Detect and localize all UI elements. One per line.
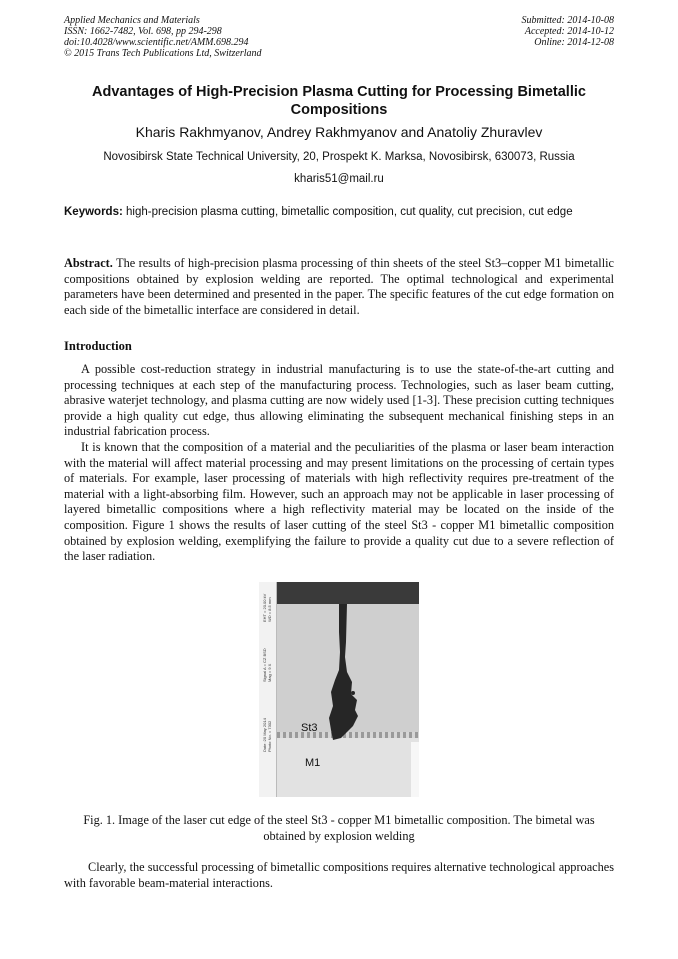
abstract	[64, 256, 614, 318]
laser-cut-channel	[259, 582, 419, 797]
keywords-text: high-precision plasma cutting, bimetallic composition, cut quality, cut precision, cut edge	[126, 206, 573, 218]
journal-header	[64, 15, 364, 59]
sem-info-text: Signal A = CZ BSD	[262, 648, 267, 682]
intro-paragraph-2: It is known that the composition of a material and the peculiarities of the plasma or laser beam interaction with the material will affect material processing and may present limitations on the processing of certain types of materials. For example, laser processing of materials with high reflectivity requires pre-treatment of the material with a light-absorbing film. However, such an approach may not be applicable in laser processing of layered bimetallic compositions where a high reflectivity material may be located on the inside of the composition. Figure 1 shows the results of laser cutting of the steel St3 - copper M1 bimetallic composition obtained by explosion welding, exemplifying the failure to provide a quality cut due to a severe reflection of the laser radiation.	[64, 440, 614, 564]
doi-line: doi:10.4028/www.scientific.net/AMM.698.294	[64, 37, 249, 48]
intro-paragraph-1: A possible cost-reduction strategy in industrial manufacturing is to use the state-of-the-art cutting and processing techniques at each step of the manufacturing process. Technologies, such as laser beam cutting, abrasive waterjet technology, and plasma cutting are now widely used [1-3]. These precision cutting techniques provide a high quality cut edge, thus allowing eliminating the subsequent mechanical finishing steps in an industrial fabrication process.	[64, 362, 614, 439]
issn-line: ISSN: 1662-7482, Vol. 698, pp 294-298	[64, 26, 222, 37]
accepted-date: Accepted: 2014-10-12	[524, 26, 614, 37]
section-heading-introduction: Introduction	[64, 339, 132, 353]
submitted-date: Submitted: 2014-10-08	[521, 15, 614, 26]
sem-info-text: Date :20 May 2014	[262, 718, 267, 752]
abstract-label: Abstract.	[64, 256, 113, 270]
abstract-text: The results of high-precision plasma processing of thin sheets of the steel St3–copper M1 bimetallic compositions obtained by explosion welding are reported. The optimal technological and experimental parameters have been determined and presented in the paper. The specific features of the cut edge formation on each side of the bimetallic interface are considered in detail.	[64, 256, 614, 317]
label-m1: M1	[305, 757, 321, 769]
online-date: Online: 2014-12-08	[534, 37, 614, 48]
sem-info-text: WD = 8.5 mm	[267, 597, 272, 622]
sem-info-text: Photo No. = 7302	[267, 720, 272, 752]
label-st3: St3	[301, 722, 318, 734]
copyright-line: © 2015 Trans Tech Publications Ltd, Switzerland	[64, 48, 262, 59]
sem-info-text: Mag = 9 X	[267, 663, 272, 682]
figure-1-caption: Fig. 1. Image of the laser cut edge of the steel St3 - copper M1 bimetallic composition. The bimetal was obtained by explosion welding	[83, 813, 595, 843]
sem-info-text: EHT = 20.00 kV	[262, 593, 267, 622]
keywords-label: Keywords:	[64, 206, 123, 218]
figure-1-micrograph	[259, 582, 419, 797]
affiliation: Novosibirsk State Technical University, 20, Prospekt K. Marksa, Novosibirsk, 630073, Russia	[103, 151, 575, 163]
dates-header	[414, 15, 614, 48]
paper-title: Advantages of High-Precision Plasma Cutting for Processing Bimetallic Compositions	[92, 84, 586, 118]
closing-paragraph: Clearly, the successful processing of bimetallic compositions requires alternative technological approaches with favorable beam-material interactions.	[64, 860, 614, 890]
author-email[interactable]: kharis51@mail.ru	[294, 173, 384, 185]
journal-name: Applied Mechanics and Materials	[64, 15, 200, 26]
keywords	[64, 205, 614, 220]
authors: Kharis Rakhmyanov, Andrey Rakhmyanov and Anatoliy Zhuravlev	[135, 124, 543, 140]
